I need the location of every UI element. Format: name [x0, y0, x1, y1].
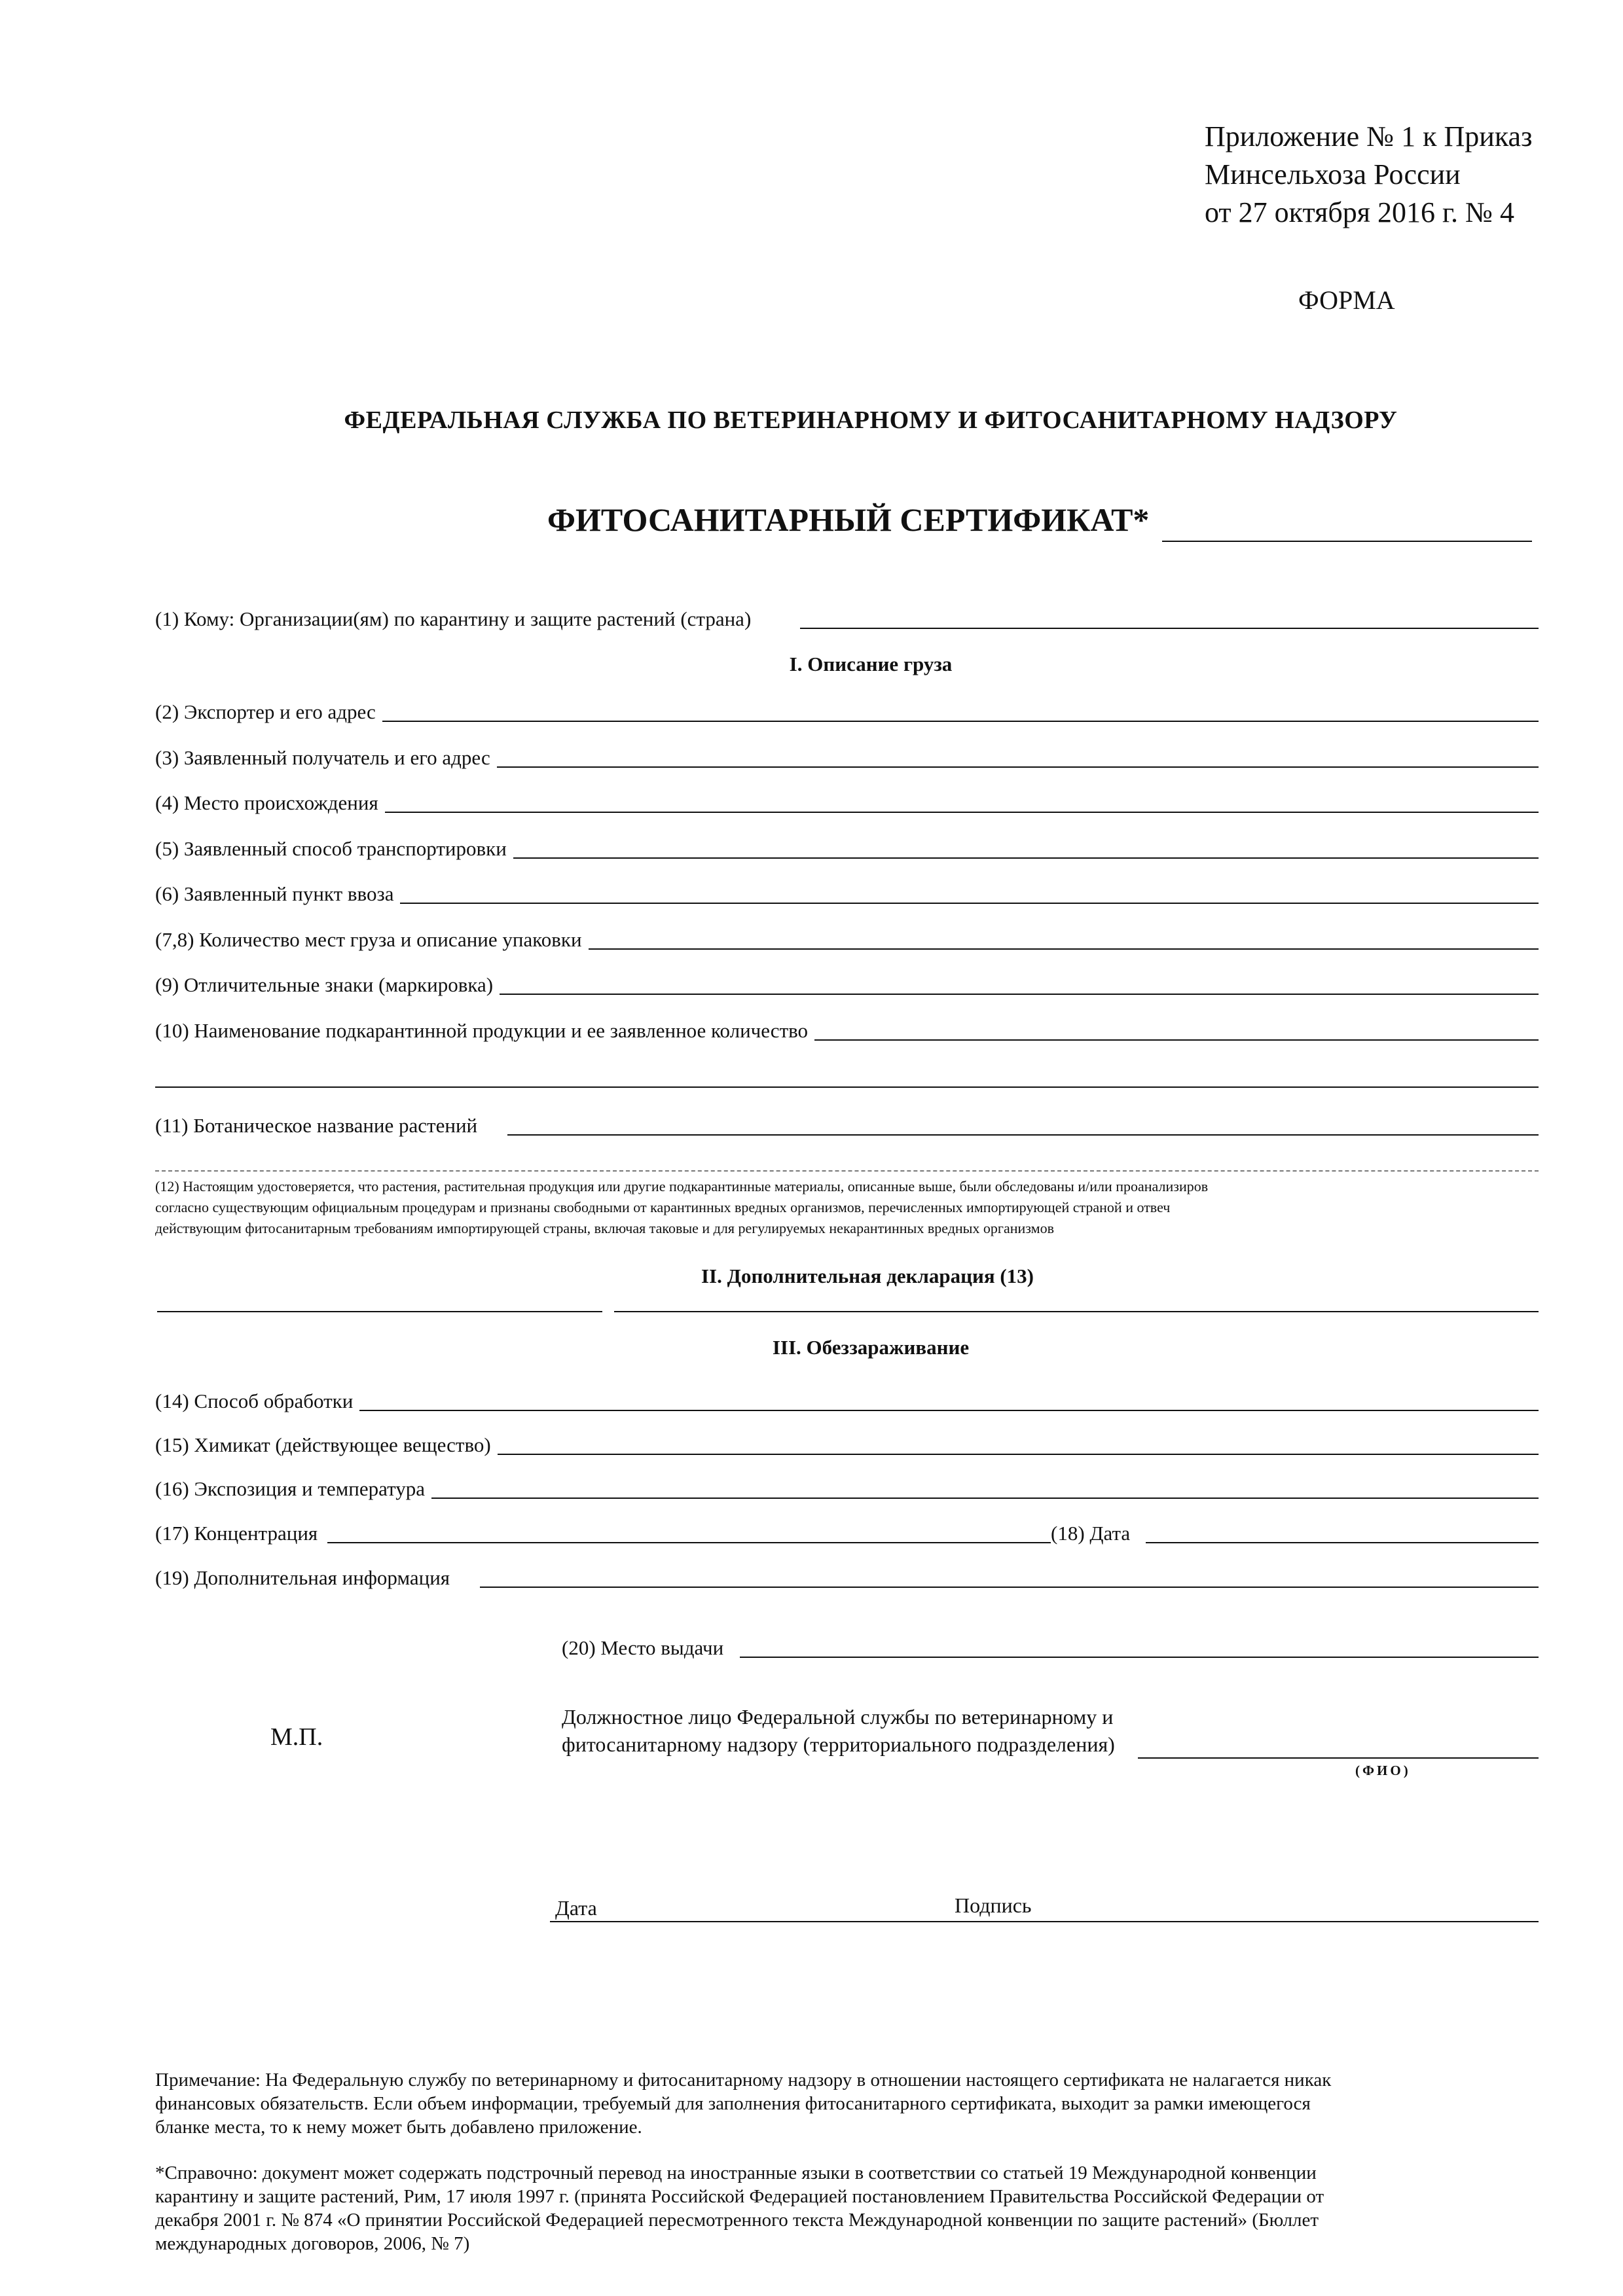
form-label: ФОРМА	[1298, 285, 1395, 315]
date-label: Дата	[555, 1896, 597, 1920]
official-name-line[interactable]	[1138, 1757, 1539, 1759]
approval-line-3: от 27 октября 2016 г. № 4	[1205, 196, 1515, 228]
field-4-label: (4) Место происхождения	[155, 791, 378, 814]
field-20-line[interactable]	[740, 1657, 1539, 1658]
certificate-number-line[interactable]	[1162, 541, 1532, 542]
field-15-label: (15) Химикат (действующее вещество)	[155, 1433, 491, 1456]
footnote-line-1: *Справочно: документ может содержать подстрочный перевод на иностранные языки в соответствии со статьей 19 Международной конвенции	[155, 2162, 1317, 2183]
official-line-1: Должностное лицо Федеральной службы по ветеринарному и	[562, 1705, 1114, 1729]
field-16-line[interactable]	[431, 1498, 1539, 1499]
footnote-line-3: декабря 2001 г. № 874 «О принятии Российской Федерацией пересмотренного текста Международной конвенции по защите растений» (Бюллет	[155, 2210, 1319, 2231]
field-1-line[interactable]	[800, 628, 1539, 629]
field-11-line[interactable]	[507, 1134, 1539, 1136]
field-5-line[interactable]	[513, 857, 1539, 859]
note-line-1: Примечание: На Федеральную службу по ветеринарному и фитосанитарному надзору в отношении настоящего сертификата не налагается никак	[155, 2070, 1332, 2090]
separator-line	[155, 1170, 1539, 1172]
field-14-line[interactable]	[359, 1410, 1539, 1411]
certificate-title: ФИТОСАНИТАРНЫЙ СЕРТИФИКАТ*	[547, 501, 1150, 538]
field-5-label: (5) Заявленный способ транспортировки	[155, 836, 507, 860]
section-2-heading: II. Дополнительная декларация (13)	[701, 1265, 1034, 1287]
field-6-label: (6) Заявленный пункт ввоза	[155, 882, 394, 905]
note-line-3: бланке места, то к нему может быть добавлено приложение.	[155, 2117, 642, 2138]
section-1-heading: I. Описание груза	[789, 653, 953, 675]
field-19-line[interactable]	[480, 1587, 1539, 1588]
field-14-label: (14) Способ обработки	[155, 1390, 354, 1412]
section-2-line-left[interactable]	[157, 1311, 602, 1312]
fio-caption: (ФИО)	[1355, 1763, 1411, 1778]
approval-line-2: Минсельхоза России	[1205, 158, 1461, 190]
footnote-line-4: международных договоров, 2006, № 7)	[155, 2233, 470, 2254]
approval-line-1: Приложение № 1 к Приказ	[1205, 120, 1533, 152]
field-19-label: (19) Дополнительная информация	[155, 1566, 450, 1589]
stamp-placeholder: М.П.	[270, 1723, 323, 1751]
agency-title: ФЕДЕРАЛЬНАЯ СЛУЖБА ПО ВЕТЕРИНАРНОМУ И ФИТОСАНИТАРНОМУ НАДЗОРУ	[344, 406, 1398, 434]
field-2-label: (2) Экспортер и его адрес	[155, 700, 376, 723]
declaration-12-line-1: (12) Настоящим удостоверяется, что растения, растительная продукция или другие подкарантинные материалы, описанные выше, были обследованы и/или проанализиров	[155, 1178, 1209, 1194]
field-20-label: (20) Место выдачи	[562, 1636, 724, 1659]
field-9-label: (9) Отличительные знаки (маркировка)	[155, 973, 494, 996]
field-18-line[interactable]	[1146, 1542, 1539, 1543]
field-1-label: (1) Кому: Организации(ям) по карантину и защите растений (страна)	[155, 607, 752, 630]
field-6-line[interactable]	[400, 903, 1539, 904]
field-17-line[interactable]	[327, 1542, 1051, 1543]
note-line-2: финансовых обязательств. Если объем информации, требуемый для заполнения фитосанитарного сертификата, выходит за рамки имеющегося	[155, 2093, 1311, 2114]
field-11-label: (11) Ботаническое название растений	[155, 1114, 478, 1137]
section-3-heading: III. Обеззараживание	[772, 1336, 970, 1359]
field-10-label: (10) Наименование подкарантинной продукции и ее заявленное количество	[155, 1018, 809, 1042]
field-9-line[interactable]	[500, 994, 1539, 995]
field-15-line[interactable]	[498, 1454, 1539, 1455]
date-signature-line[interactable]	[550, 1921, 1539, 1922]
field-4-line[interactable]	[385, 812, 1539, 813]
field-3-label: (3) Заявленный получатель и его адрес	[155, 745, 490, 769]
field-7-8-label: (7,8) Количество мест груза и описание упаковки	[155, 927, 582, 951]
official-line-2: фитосанитарному надзору (территориального подразделения)	[562, 1732, 1115, 1756]
field-10-continuation-line[interactable]	[155, 1086, 1539, 1088]
declaration-12-line-3: действующим фитосанитарным требованиям импортирующей страны, включая таковые и для регулируемых некарантинных вредных организмов	[155, 1220, 1054, 1236]
field-16-label: (16) Экспозиция и температура	[155, 1477, 425, 1500]
field-7-8-line[interactable]	[589, 948, 1539, 950]
declaration-12-line-2: согласно существующим официальным процедурам и признаны свободными от карантинных вредных организмов, перечисленных импортирующей страной и отвеч	[155, 1199, 1171, 1215]
field-3-line[interactable]	[497, 766, 1539, 768]
field-2-line[interactable]	[382, 721, 1539, 722]
signature-label: Подпись	[955, 1893, 1032, 1917]
section-2-line-right[interactable]	[614, 1311, 1539, 1312]
field-17-label: (17) Концентрация	[155, 1522, 318, 1545]
field-18-label: (18) Дата	[1051, 1522, 1131, 1545]
footnote-line-2: карантину и защите растений, Рим, 17 июля 1997 г. (принята Российской Федерацией постановлением Правительства Российской Федерации от	[155, 2186, 1324, 2207]
field-10-line[interactable]	[814, 1039, 1539, 1041]
